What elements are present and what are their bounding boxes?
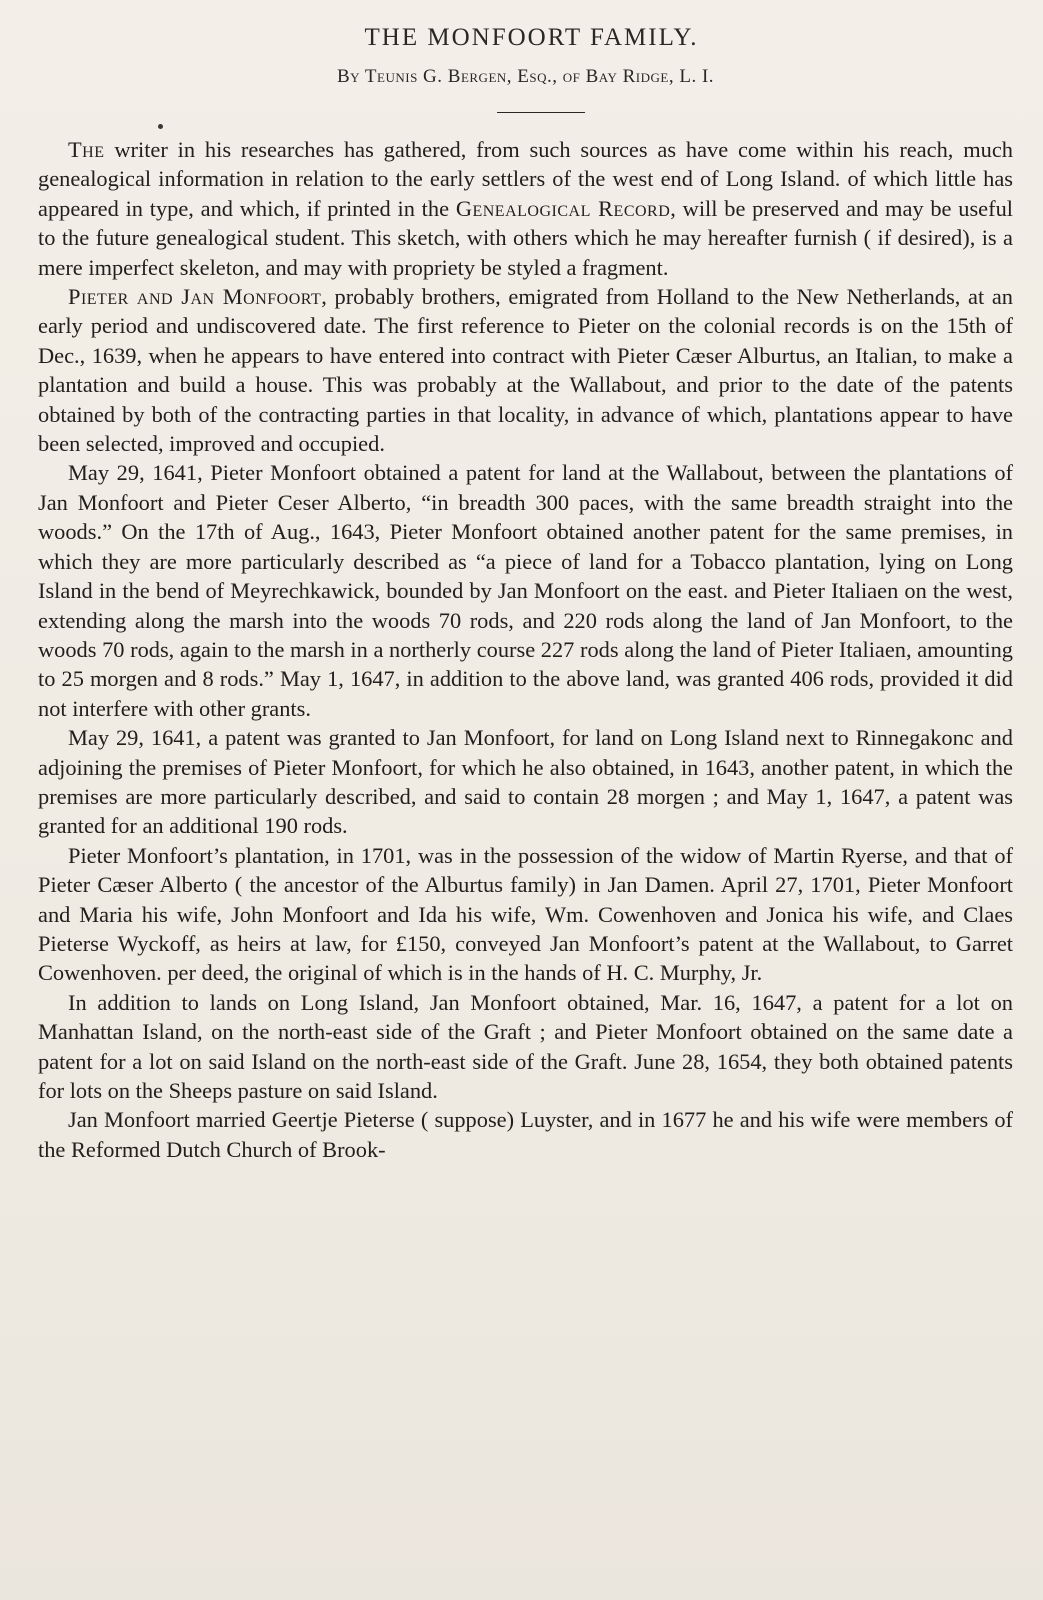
paragraph-7: Jan Monfoort married Geertje Pieterse ( suppose) Luyster, and in 1677 he and his wife were members of the Reformed Dutch Church of Brook-: [38, 1107, 1013, 1162]
paragraph-6: In addition to lands on Long Island, Jan Monfoort obtained, Mar. 16, 1647, a patent for a lot on Manhattan Island, on the north-east side of the Graft ; and Pieter Monfoort obtained on the same date a patent for a lot on said Island on the north-east side of the Graft. June 28, 1654, they both obtained patents for lots on the Sheeps pasture on said Island.: [38, 989, 1013, 1103]
paragraph-text: writer in his researches has gathered, from such sources as have come within his reach, much genealogical information in relation to the early settlers of the west end of Long Island. of which little has appeared in type, and which, if printed in the: [38, 137, 1013, 221]
print-speck: [158, 124, 163, 129]
title-divider: [497, 112, 585, 113]
paragraph-lead-word: The: [68, 137, 105, 162]
article-byline: By Teunis G. Bergen, Esq., of Bay Ridge, L. I.: [336, 66, 715, 87]
paragraph-text: , will be preserved and may be useful to the future genealogical student. This sketch, with others which he may hereafter furnish ( if desired), is a mere imperfect skeleton, and may with propriety be styled a fragment.: [38, 195, 1013, 280]
article-title: THE MONFOORT FAMILY.: [364, 24, 699, 51]
paragraph-3: May 29, 1641, Pieter Monfoort obtained a patent for land at the Wallabout, between the plantations of Jan Monfoort and Pieter Ceser Alberto, “in breadth 300 paces, with the same breadth straight into the woods.” On the 17th of Aug., 1643, Pieter Monfoort obtained another patent for the same premises, in which they are more particularly described as “a piece of land for a Tobacco plantation, lying on Long Island in the bend of Meyrechkawick, bounded by Jan Monfoort on the east. and Pieter Italiaen on the west, extending along the marsh into the woods 70 rods, and 220 rods along the land of Jan Monfoort, to the woods 70 rods, again to the marsh in a northerly course 227 rods along the land of Pieter Italiaen, amounting to 25 morgen and 8 rods.” May 1, 1647, in addition to the above land, was granted 406 rods, provided it did not interfere with other grants.: [38, 460, 1013, 721]
article-body: [38, 135, 1013, 1164]
paragraph-text: , probably brothers, emigrated from Holland to the New Netherlands, at an early period and undiscovered date. The first reference to Pieter on the colonial records is on the 15th of Dec., 1639, when he appears to have entered into contract with Pieter Cæser Alburtus, an Italian, to make a plantation and build a house. This was probably at the Wallabout, and prior to the date of the patents obtained by both of the contracting parties in that locality, in advance of which, plantations appear to have been selected, improved and occupied.: [38, 284, 1013, 457]
paragraph-2: [38, 282, 1013, 458]
paragraph-1: [38, 135, 1013, 282]
journal-name: Genealogical Record: [455, 195, 671, 221]
paragraph-lead-names: Pieter and Jan Monfoort: [68, 284, 322, 310]
paragraph-4: May 29, 1641, a patent was granted to Jan Monfoort, for land on Long Island next to Rinnegakonc and adjoining the premises of Pieter Monfoort, for which he also obtained, in 1643, another patent, in which the premises are more particularly described, and said to contain 28 morgen ; and May 1, 1647, a patent was granted for an additional 190 rods.: [38, 725, 1013, 839]
paragraph-5: Pieter Monfoort’s plantation, in 1701, was in the possession of the widow of Martin Ryerse, and that of Pieter Cæser Alberto ( the ancestor of the Alburtus family) in Jan Damen. April 27, 1701, Pieter Monfoort and Maria his wife, John Monfoort and Ida his wife, Wm. Cowenhoven and Jonica his wife, and Claes Pieterse Wyckoff, as heirs at law, for £150, conveyed Jan Monfoort’s patent at the Wallabout, to Garret Cowenhoven. per deed, the original of which is in the hands of H. C. Murphy, Jr.: [38, 842, 1013, 986]
